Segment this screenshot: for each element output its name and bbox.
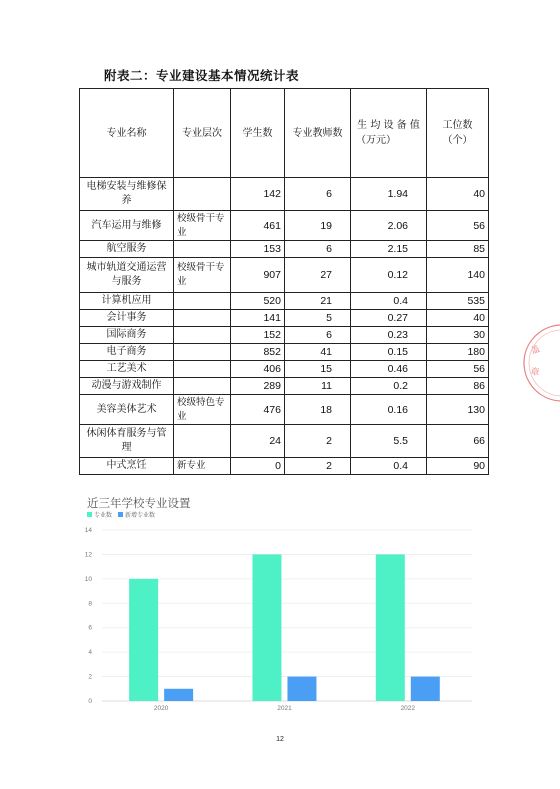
y-tick-label: 2 bbox=[88, 673, 92, 681]
cell-name: 中式烹饪 bbox=[80, 458, 174, 475]
cell-name: 会计事务 bbox=[80, 310, 174, 327]
cell-students: 0 bbox=[231, 458, 285, 475]
header-equipment-line2: （万元） bbox=[356, 135, 396, 146]
cell-students: 289 bbox=[231, 378, 285, 395]
table-row bbox=[80, 395, 489, 425]
cell-students: 406 bbox=[231, 361, 285, 378]
cell-students: 24 bbox=[231, 425, 285, 458]
cell-positions: 40 bbox=[427, 178, 489, 211]
cell-equipment: 0.27 bbox=[351, 310, 427, 327]
cell-students: 142 bbox=[231, 178, 285, 211]
bar-majors-2022 bbox=[376, 554, 405, 701]
table-row bbox=[80, 258, 489, 293]
bar-new-majors-2020 bbox=[164, 689, 193, 701]
y-tick-label: 0 bbox=[88, 698, 92, 705]
cell-level: 校级骨干专业 bbox=[174, 211, 231, 241]
cell-positions: 85 bbox=[427, 241, 489, 258]
cell-name: 汽车运用与维修 bbox=[80, 211, 174, 241]
cell-positions: 140 bbox=[427, 258, 489, 293]
y-tick-label: 14 bbox=[84, 527, 92, 534]
cell-students: 907 bbox=[231, 258, 285, 293]
cell-level bbox=[174, 293, 231, 310]
cell-teachers: 6 bbox=[285, 241, 351, 258]
cell-equipment: 0.16 bbox=[351, 395, 427, 425]
cell-positions: 66 bbox=[427, 425, 489, 458]
table-row bbox=[80, 361, 489, 378]
statistics-table bbox=[79, 88, 489, 475]
y-tick-label: 6 bbox=[88, 624, 92, 632]
cell-positions: 40 bbox=[427, 310, 489, 327]
cell-level bbox=[174, 241, 231, 258]
cell-teachers: 18 bbox=[285, 395, 351, 425]
cell-level: 校级特色专业 bbox=[174, 395, 231, 425]
table-row bbox=[80, 310, 489, 327]
legend-label-series-1: 专业数 bbox=[94, 512, 113, 519]
cell-teachers: 11 bbox=[285, 378, 351, 395]
cell-level bbox=[174, 361, 231, 378]
cell-positions: 30 bbox=[427, 327, 489, 344]
cell-name: 电子商务 bbox=[80, 344, 174, 361]
bar-new-majors-2022 bbox=[411, 677, 440, 701]
cell-equipment: 0.2 bbox=[351, 378, 427, 395]
svg-text:盖: 盖 bbox=[529, 344, 542, 357]
cell-positions: 535 bbox=[427, 293, 489, 310]
y-tick-label: 8 bbox=[88, 600, 92, 608]
x-tick-label: 2020 bbox=[153, 705, 169, 712]
cell-equipment: 5.5 bbox=[351, 425, 427, 458]
table-row bbox=[80, 344, 489, 361]
cell-equipment: 1.94 bbox=[351, 178, 427, 211]
cell-name: 城市轨道交通运营与服务 bbox=[80, 258, 174, 293]
svg-text:章: 章 bbox=[529, 367, 541, 379]
cell-positions: 180 bbox=[427, 344, 489, 361]
cell-positions: 56 bbox=[427, 211, 489, 241]
y-tick-label: 10 bbox=[84, 575, 92, 583]
header-equipment-line1: 生 均 设 备 值 bbox=[357, 120, 420, 131]
y-tick-label: 4 bbox=[88, 649, 92, 657]
cell-teachers: 15 bbox=[285, 361, 351, 378]
x-tick-label: 2022 bbox=[400, 705, 416, 712]
cell-teachers: 5 bbox=[285, 310, 351, 327]
table-row bbox=[80, 378, 489, 395]
cell-equipment: 0.46 bbox=[351, 361, 427, 378]
cell-equipment: 0.4 bbox=[351, 293, 427, 310]
cell-teachers: 2 bbox=[285, 425, 351, 458]
cell-equipment: 0.4 bbox=[351, 458, 427, 475]
cell-name: 动漫与游戏制作 bbox=[80, 378, 174, 395]
cell-students: 476 bbox=[231, 395, 285, 425]
cell-teachers: 27 bbox=[285, 258, 351, 293]
x-tick-label: 2021 bbox=[277, 705, 292, 712]
cell-teachers: 19 bbox=[285, 211, 351, 241]
cell-equipment: 2.06 bbox=[351, 211, 427, 241]
y-tick-label: 12 bbox=[84, 551, 92, 559]
cell-name: 航空服务 bbox=[80, 241, 174, 258]
cell-level bbox=[174, 344, 231, 361]
cell-level bbox=[174, 378, 231, 395]
cell-level bbox=[174, 310, 231, 327]
page-number: 12 bbox=[276, 736, 284, 743]
bar-majors-2020 bbox=[129, 579, 158, 701]
red-seal-stamp bbox=[520, 318, 560, 408]
header-equipment bbox=[351, 89, 427, 178]
cell-teachers: 2 bbox=[285, 458, 351, 475]
bar-majors-2021 bbox=[252, 554, 281, 701]
header-level: 专业层次 bbox=[174, 89, 231, 178]
header-positions bbox=[427, 89, 489, 178]
cell-level: 新专业 bbox=[174, 458, 231, 475]
header-teachers: 专业教师数 bbox=[285, 89, 351, 178]
bar-new-majors-2021 bbox=[287, 677, 316, 701]
cell-students: 461 bbox=[231, 211, 285, 241]
table-row bbox=[80, 178, 489, 211]
table-row bbox=[80, 425, 489, 458]
cell-level bbox=[174, 178, 231, 211]
cell-name: 计算机应用 bbox=[80, 293, 174, 310]
header-name: 专业名称 bbox=[80, 89, 174, 178]
cell-teachers: 6 bbox=[285, 327, 351, 344]
cell-level: 校级骨干专业 bbox=[174, 258, 231, 293]
cell-students: 141 bbox=[231, 310, 285, 327]
cell-name: 国际商务 bbox=[80, 327, 174, 344]
cell-positions: 90 bbox=[427, 458, 489, 475]
cell-name: 美容美体艺术 bbox=[80, 395, 174, 425]
cell-teachers: 6 bbox=[285, 178, 351, 211]
cell-equipment: 0.15 bbox=[351, 344, 427, 361]
cell-students: 520 bbox=[231, 293, 285, 310]
cell-equipment: 0.12 bbox=[351, 258, 427, 293]
header-positions-line1: 工位数 bbox=[442, 120, 473, 131]
cell-name: 工艺美术 bbox=[80, 361, 174, 378]
chart-container bbox=[80, 489, 490, 719]
cell-level bbox=[174, 327, 231, 344]
table-body bbox=[80, 178, 489, 475]
chart-title: 近三年学校专业设置 bbox=[87, 496, 191, 510]
table-header-row bbox=[80, 89, 489, 178]
legend-label-series-2: 新增专业数 bbox=[125, 512, 156, 519]
cell-equipment: 0.23 bbox=[351, 327, 427, 344]
cell-teachers: 21 bbox=[285, 293, 351, 310]
cell-name: 休闲体育服务与管理 bbox=[80, 425, 174, 458]
cell-teachers: 41 bbox=[285, 344, 351, 361]
cell-equipment: 2.15 bbox=[351, 241, 427, 258]
page-title: 附表二：专业建设基本情况统计表 bbox=[104, 68, 300, 83]
cell-students: 852 bbox=[231, 344, 285, 361]
header-positions-line2: （个） bbox=[442, 135, 473, 146]
header-students: 学生数 bbox=[231, 89, 285, 178]
cell-students: 153 bbox=[231, 241, 285, 258]
table-row bbox=[80, 241, 489, 258]
table-row bbox=[80, 327, 489, 344]
bar-chart bbox=[80, 489, 490, 719]
cell-positions: 56 bbox=[427, 361, 489, 378]
cell-level bbox=[174, 425, 231, 458]
table-row bbox=[80, 293, 489, 310]
cell-students: 152 bbox=[231, 327, 285, 344]
table-row bbox=[80, 211, 489, 241]
cell-positions: 86 bbox=[427, 378, 489, 395]
cell-positions: 130 bbox=[427, 395, 489, 425]
cell-name: 电梯安装与维修保养 bbox=[80, 178, 174, 211]
table-row bbox=[80, 458, 489, 475]
